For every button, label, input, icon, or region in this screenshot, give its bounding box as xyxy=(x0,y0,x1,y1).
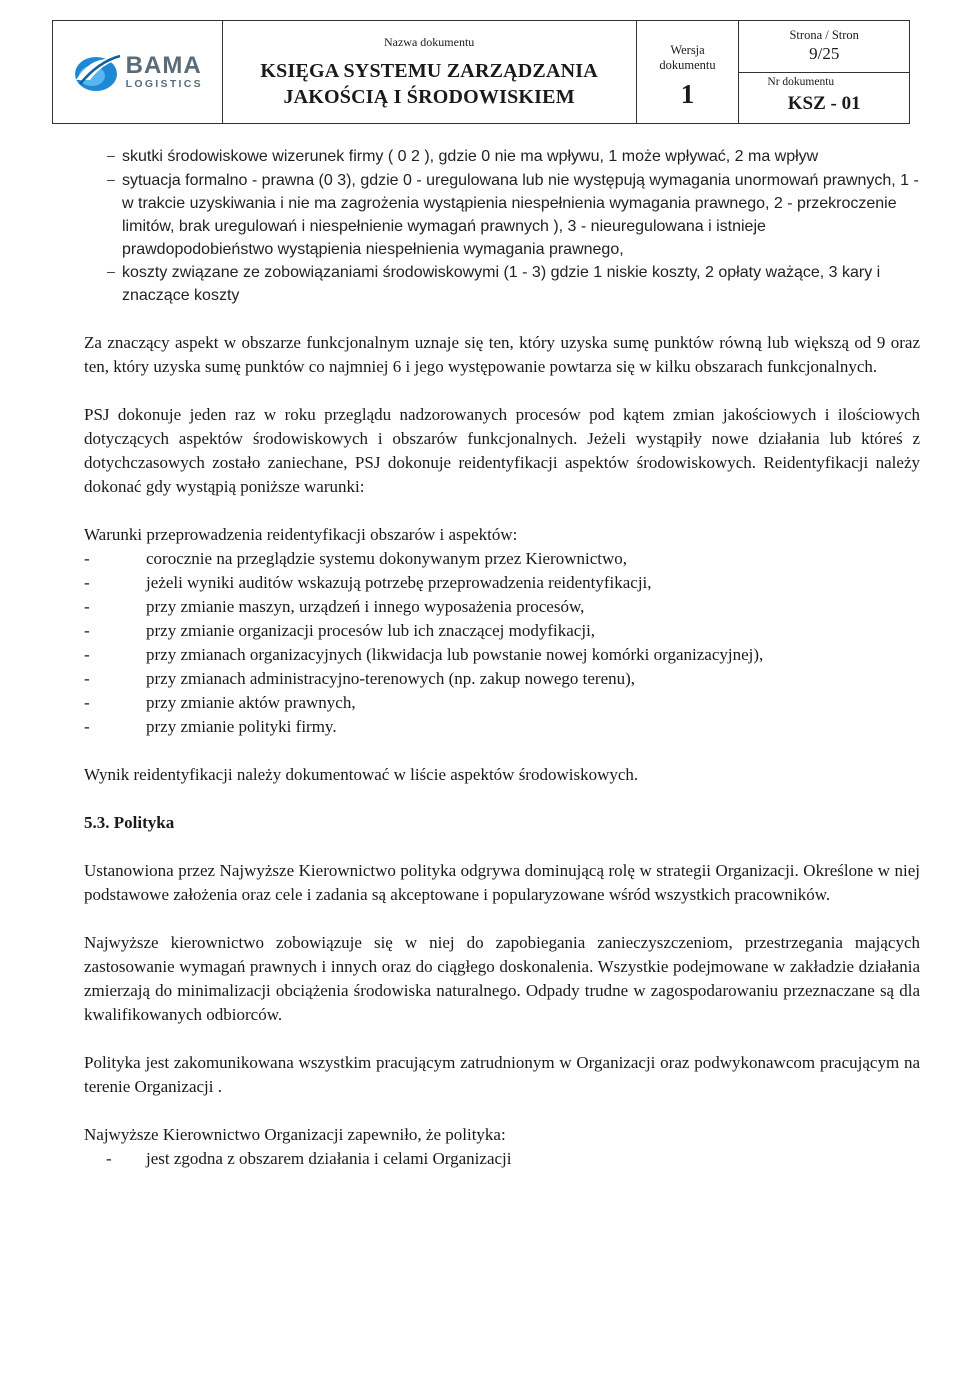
paragraph-policy-2: Najwyższe kierownictwo zobowiązuje się w niej do zapobiegania zanieczyszczeniom, przestrzegania mających zastosowanie wymagań prawnych i innych oraz do ciągłego doskonalenia. Wszystkie podejmowane w zakładzie działania zmierzają do minimalizacji obciążenia środowiska naturalnego. Odpady trudne w zagospodarowaniu przeznaczane są dla kwalifikowanych odbiorców. xyxy=(84,933,920,1024)
page-cell xyxy=(739,21,909,123)
page-value: 9/25 xyxy=(809,44,840,63)
list-item: - przy zmianie maszyn, urządzeń i innego wyposażenia procesów, xyxy=(84,597,585,616)
list-item: - przy zmianach organizacyjnych (likwidacja lub powstanie nowej komórki organizacyjnej), xyxy=(84,645,764,664)
list-item-text: sytuacja formalno - prawna (0 3), gdzie 0 - uregulowana lub nie występują wymagania unormowań prawnych, 1 - w trakcie uzyskiwania i nie ma zagrożenia wystąpienia niespełnienia wymagania prawnego, 2 - przekroczenie limitów, brak uregulowań i niespełnienie wymagań prawnych ), 3 - nieuregulowana i istnieje prawdopodobieństwo wystąpienia niespełnienia wymagania prawnego, xyxy=(122,172,919,258)
list-item: - jeżeli wyniki auditów wskazują potrzebę przeprowadzenia reidentyfikacji, xyxy=(84,573,652,592)
paragraph-policy-4: Najwyższe Kierownictwo Organizacji zapewniło, że polityka: xyxy=(84,1125,506,1144)
version-label: Wersja dokumentu xyxy=(659,43,716,72)
paragraph-policy-1: Ustanowiona przez Najwyższe Kierownictwo polityka odgrywa dominującą rolę w strategii Organizacji. Określone w niej podstawowe założenia oraz cele i zadania są akceptowane i popularyzowane wśród wszystkich pracowników. xyxy=(84,861,920,904)
logo-cell xyxy=(53,21,223,123)
company-logo xyxy=(72,50,203,94)
list-item: - przy zmianie polityki firmy. xyxy=(84,717,337,736)
doc-title-line2: JAKOŚCIĄ I ŚRODOWISKIEM xyxy=(283,86,575,108)
page-label: Strona / Stron xyxy=(789,28,859,42)
doc-name-label: Nazwa dokumentu xyxy=(383,35,475,49)
list-item: - przy zmianach administracyjno-terenowych (np. zakup nowego terenu), xyxy=(84,669,636,688)
list-item-text: koszty związane ze zobowiązaniami środowiskowymi (1 - 3) gdzie 1 niskie koszty, 2 opłaty ważące, 3 kary i znaczące koszty xyxy=(122,264,881,304)
doc-title-line1: KSIĘGA SYSTEMU ZARZĄDZANIA xyxy=(260,60,598,82)
logo-name: BAMA xyxy=(125,52,202,80)
list-item: - jest zgodna z obszarem działania i celami Organizacji xyxy=(106,1149,512,1168)
list-item-text: skutki środowiskowe wizerunek firmy ( 0 2 ), gdzie 0 nie ma wpływu, 1 może wpływać, 2 ma wpływ xyxy=(122,148,819,165)
document-body xyxy=(84,145,920,1171)
paragraph-significant-aspect: Za znaczący aspekt w obszarze funkcjonalnym uznaje się ten, który uzyska sumę punktów równą lub większą od 9 oraz ten, który uzyska sumę punktów co najmniej 6 i jego występowanie powtarza się w kilku obszarach funkcjonalnych. xyxy=(84,333,920,376)
paragraph-psj-review: PSJ dokonuje jeden raz w roku przeglądu nadzorowanych procesów pod kątem zmian jakościowych i ilościowych dotyczących aspektów środowiskowych i obszarów funkcjonalnych. Jeżeli wystąpiły nowe działania lub któreś z dotychczasowych zostało zaniechane, PSJ dokonuje reidentyfikacji aspektów środowiskowych. Reidentyfikacji należy dokonać gdy wystąpią poniższe warunki: xyxy=(84,405,920,496)
section-heading: 5.3. Polityka xyxy=(84,813,175,832)
bama-globe-icon xyxy=(72,50,122,94)
doc-nr-label: Nr dokumentu xyxy=(767,75,835,88)
version-value: 1 xyxy=(680,79,695,109)
conditions-title: Warunki przeprowadzenia reidentyfikacji obszarów i aspektów: xyxy=(84,525,518,544)
logo-subtitle: LOGISTICS xyxy=(125,78,203,91)
list-item: - przy zmianie aktów prawnych, xyxy=(84,693,356,712)
doc-nr-value: KSZ - 01 xyxy=(787,92,861,114)
paragraph-policy-3: Polityka jest zakomunikowana wszystkim pracującym zatrudnionym w Organizacji oraz podwykonawcom pracującym na terenie Organizacji . xyxy=(84,1053,920,1096)
version-cell xyxy=(637,21,740,123)
list-item: - corocznie na przeglądzie systemu dokonywanym przez Kierownictwo, xyxy=(84,549,628,568)
list-item: − sytuacja formalno - prawna (0 3), gdzie 0 - uregulowana lub nie występują wymagania unormowań prawnych, 1 - w trakcie uzyskiwania i nie ma zagrożenia wystąpienia niespełnienia wymagania prawnego, 2 - przekroczenie limitów, brak uregulowań i niespełnienie wymagań prawnych ), 3 - nieuregulowana i istnieje prawdopodobieństwo wystąpienia niespełnienia wymagania prawnego, xyxy=(84,169,920,261)
list-item: − koszty związane ze zobowiązaniami środowiskowymi (1 - 3) gdzie 1 niskie koszty, 2 opłaty ważące, 3 kary i znaczące koszty xyxy=(84,261,920,307)
paragraph-result: Wynik reidentyfikacji należy dokumentować w liście aspektów środowiskowych. xyxy=(84,765,639,784)
document-header xyxy=(52,20,910,124)
list-item: - przy zmianie organizacji procesów lub ich znaczącej modyfikacji, xyxy=(84,621,596,640)
list-item: − skutki środowiskowe wizerunek firmy ( 0 2 ), gdzie 0 nie ma wpływu, 1 może wpływać, 2 ma wpływ xyxy=(84,145,920,169)
doc-name-cell xyxy=(223,21,637,123)
